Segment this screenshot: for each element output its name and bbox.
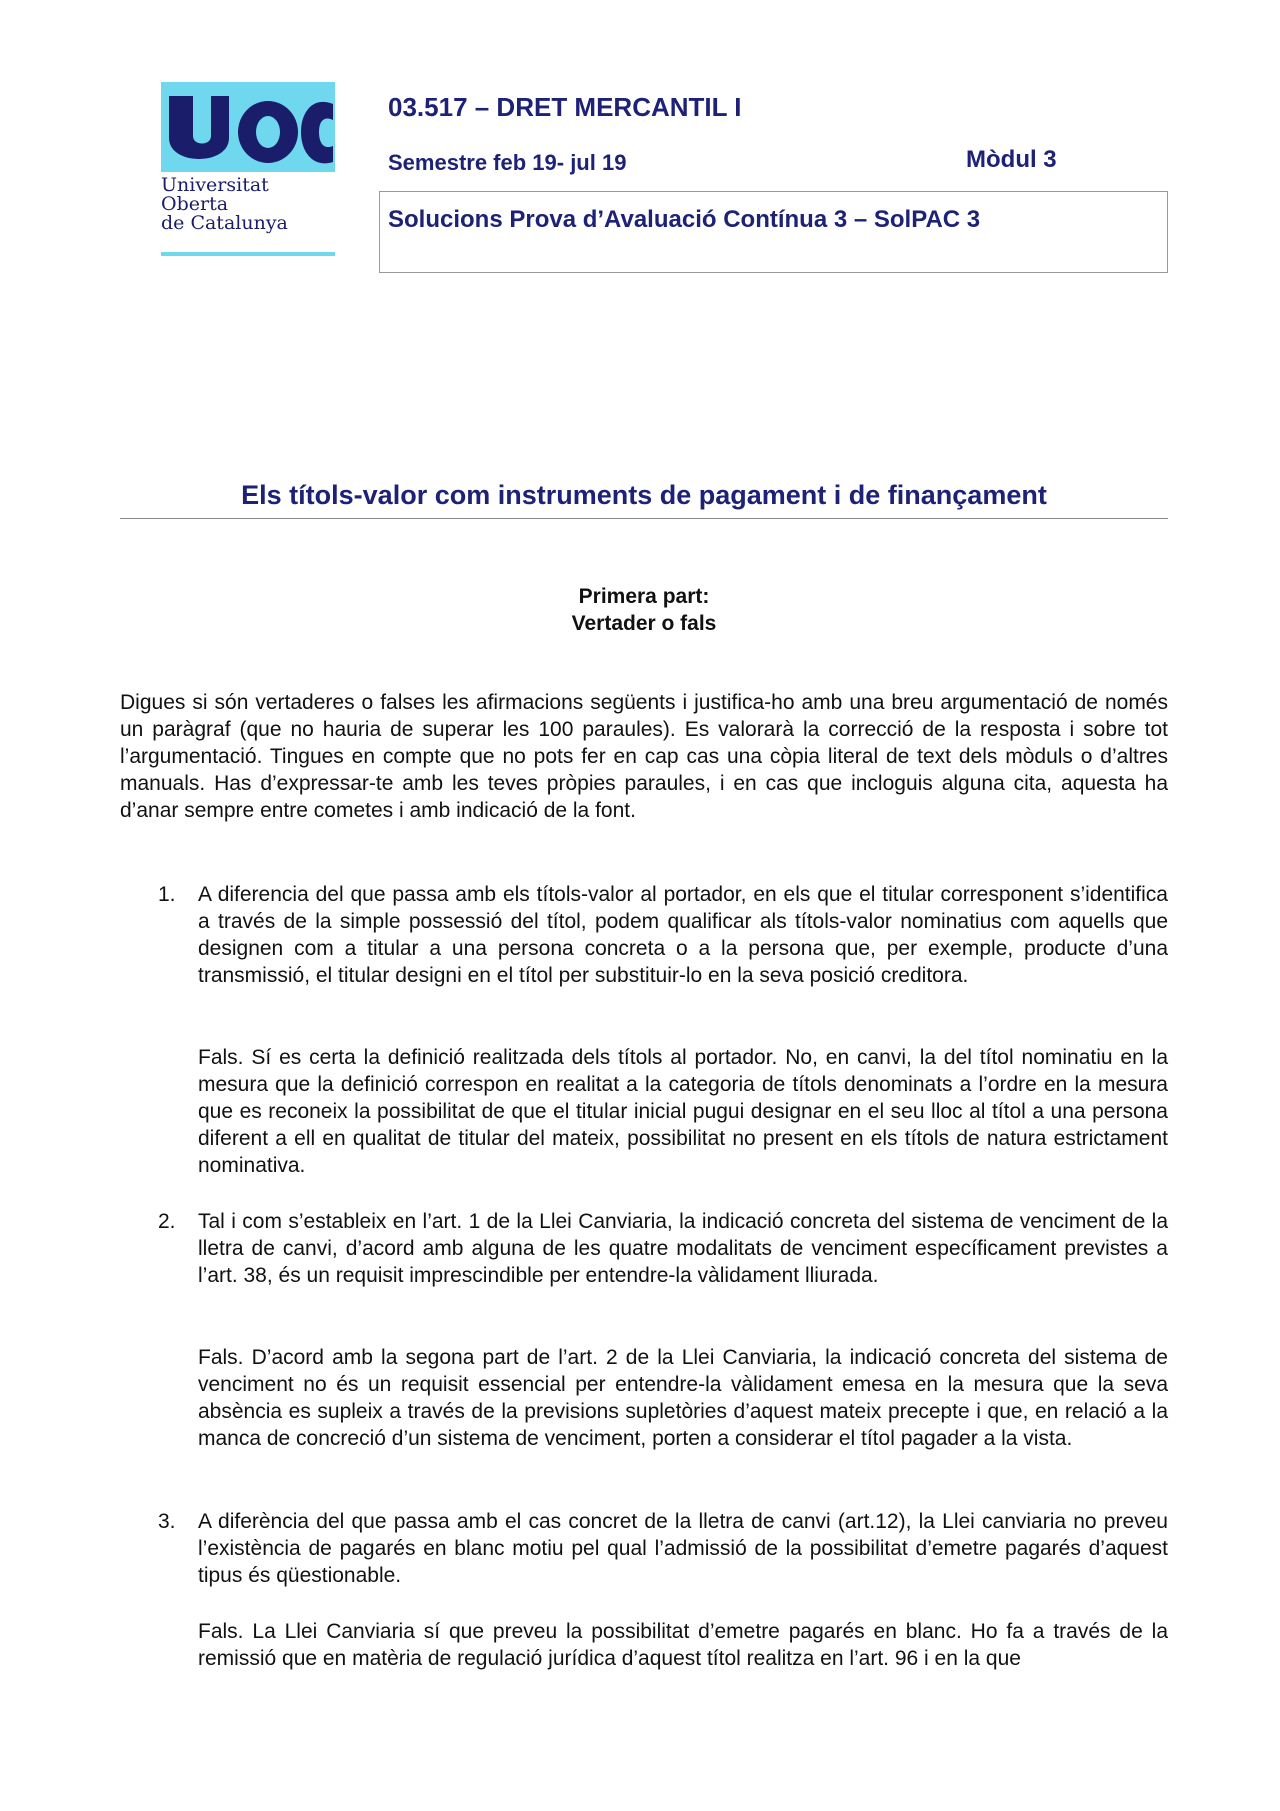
course-title: 03.517 – DRET MERCANTIL I [388,92,742,122]
semester-label: Semestre feb 19- jul 19 [388,150,627,175]
question-number: 3. [158,1510,176,1533]
logo-name-line: Oberta [161,193,229,215]
logo-name [161,176,335,233]
instructions-paragraph: Digues si són vertaderes o falses les afirmacions següents i justifica-ho amb una breu argumentació de només un paràgraf (que no hauria de superar les 100 paraules). Es valorarà la correcció de la resposta i sobre tot l’argumentació. Tingues en compte que no pots fer en cap cas una còpia literal de text dels mòduls o d’altres manuals. Has d’expressar-te amb les teves pròpies paraules, i en cas que incloguis alguna cita, aquesta ha d’anar sempre entre cometes i amb indicació de la font. [120,691,1168,822]
question-answer: Fals. Sí es certa la definició realitzada dels títols al portador. No, en canvi, la del títol nominatiu en la mesura que la definició correspon en realitat a la categoria de títols denominats a l’ordre en la mesura que es reconeix la possibilitat de que el titular inicial pugui designar en el seu lloc al títol a una persona diferent a ell en qualitat de titular del mateix, possibilitat no present en els títols de natura estrictament nominativa. [198,1046,1168,1177]
title-divider [120,518,1168,519]
logo-name-line: de Catalunya [161,212,288,234]
question-answer: Fals. La Llei Canviaria sí que preveu la possibilitat d’emetre pagarés en blanc. Ho fa a través de la remissió que en matèria de regulació jurídica d’aquest títol realitza en l’art. 96 i en la que [198,1620,1168,1670]
question-number: 1. [158,883,176,906]
logo-name-line: Universitat [161,174,269,196]
pac-title-box [379,191,1168,273]
part-name: Vertader o fals [571,612,717,635]
question-statement: Tal i com s’estableix en l’art. 1 de la Llei Canviaria, la indicació concreta del sistema de venciment de la lletra de canvi, d’acord amb alguna de les quatre modalitats de venciment específicament previstes a l’art. 38, és un requisit imprescindible per entendre-la vàlidament lliurada. [198,1210,1168,1287]
question-answer: Fals. D’acord amb la segona part de l’art. 2 de la Llei Canviaria, la indicació concreta del sistema de venciment no és un requisit essencial per entendre-la vàlidament emesa en la mesura que la seva absència es supleix a través de la previsions supletòries d’aquest mateix precepte i que, en relació a la manca de concreció d’un sistema de venciment, porten a considerar el títol pagader a la vista. [198,1346,1168,1450]
uoc-logo [161,82,335,262]
part-label: Primera part: [578,585,710,608]
question-number: 2. [158,1210,176,1233]
question-statement: A diferencia del que passa amb els títols-valor al portador, en els que el titular corresponent s’identifica a través de la simple possessió del títol, podem qualificar als títols-valor nominatius com aquells que designen com a titular a una persona concreta o a la persona que, per exemple, producte d’una transmissió, el titular designi en el títol per substituir-lo en la seva posició creditora. [198,883,1168,987]
logo-block [161,82,335,172]
document-title: Els títols-valor com instruments de pagament i de finançament [241,480,1047,510]
question-statement: A diferència del que passa amb el cas concret de la lletra de canvi (art.12), la Llei canviaria no preveu l’existència de pagarés en blanc motiu pel qual l’admissió de la possibilitat d’emetre pagarés d’aquest tipus és qüestionable. [198,1510,1168,1587]
logo-underline [161,252,335,256]
pac-title: Solucions Prova d’Avaluació Contínua 3 – SolPAC 3 [388,206,981,233]
uoc-wordmark [163,84,333,170]
module-label: Mòdul 3 [966,146,1057,173]
